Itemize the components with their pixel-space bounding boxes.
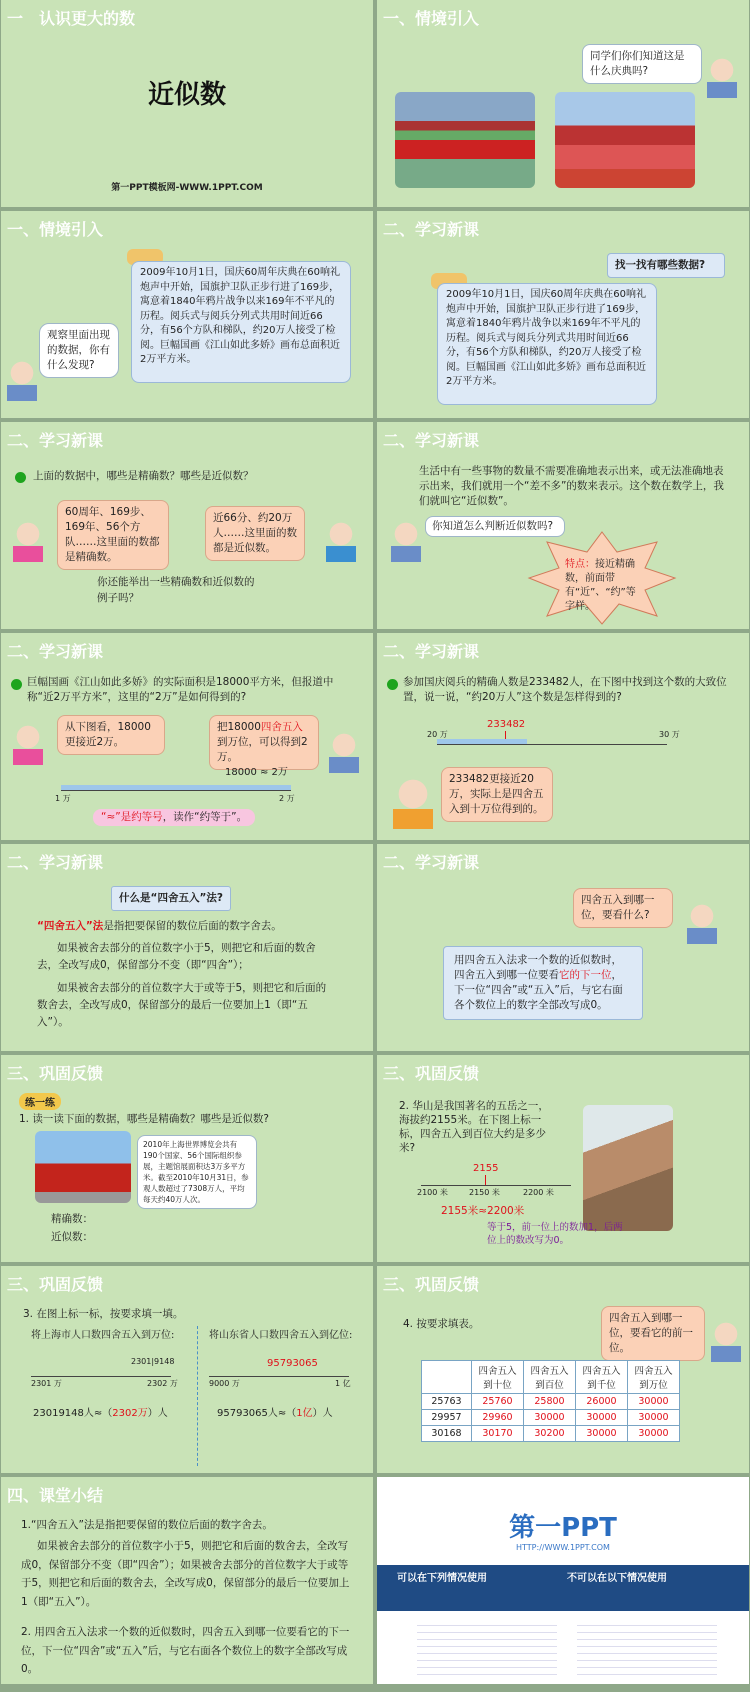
expo-card: 2010年上海世界博览会共有190个国家、56个国际组织参展，主题馆展面积达3万多平方米。截至2010年10月31日，参观人数超过了7308万人，平均每天约40万人次。 (137, 1135, 257, 1209)
approx-label: 近似数： (51, 1231, 93, 1243)
slide-5[interactable] (1, 422, 373, 629)
slide-10[interactable] (377, 844, 749, 1051)
cannot-use-title: 不可以在以下情况使用 (567, 1573, 667, 1584)
slide-header: 二、学习新课 (1, 422, 373, 452)
number-line-axis (437, 744, 667, 745)
rounding-table (421, 1360, 680, 1442)
right-mark: 95793065 (267, 1358, 318, 1369)
slide-9[interactable] (1, 844, 373, 1051)
green-dot-icon (15, 472, 26, 483)
question-bubble: 你知道怎么判断近似数吗? (425, 516, 565, 537)
slide-header: 三、巩固反馈 (1, 1266, 373, 1296)
right-equation: 95793065人≈（1亿）人 (217, 1408, 333, 1419)
slide-header: 二、学习新课 (377, 211, 749, 241)
approx-sign-note: “≈”是约等号，读作“约等于”。 (93, 809, 255, 826)
right-task-title: 将山东省人口数四舍五入到亿位: (209, 1330, 353, 1341)
left-answer-bubble: 从下图看，18000更接近2万。 (57, 715, 165, 755)
teacher-avatar-icon (329, 733, 359, 773)
boy-avatar-icon (326, 522, 356, 562)
slide-13[interactable] (1, 1266, 373, 1473)
mark-label: 233482 (487, 719, 526, 730)
tick-label: 1 万 (55, 794, 71, 803)
slide-header: 二、学习新课 (377, 844, 749, 874)
slide-8[interactable] (377, 633, 749, 840)
rule-text: 如果被舍去部分的首位数字小于5，则把它和后面的数舍去，全改写成0，保留部分不变（即“四舍”）； (37, 942, 316, 971)
number-line-axis (61, 790, 291, 791)
tick-label: 2200 米 (523, 1188, 554, 1197)
slide-2[interactable] (377, 0, 749, 207)
summary-text: 1.“四舍五入”法是指把要保留的数位后面的数字舍去。 (21, 1519, 273, 1531)
question-text: 3. 在图上标一标，按要求填一填。 (23, 1308, 184, 1320)
left-equation: 23019148人≈（2302万）人 (33, 1408, 168, 1419)
divider-dashed (197, 1326, 198, 1466)
tick-label: 2 万 (279, 794, 295, 803)
tiananmen-parade-photo (395, 92, 535, 188)
definition-text: 生活中有一些事物的数量不需要准确地表示出来，或无法准确地表示出来，我们就用一个“差不多”的数来表示。这个数在数学上，我们就叫它“近似数”。 (419, 465, 724, 507)
result-text: 2155米≈2200米 (441, 1205, 525, 1217)
teacher-avatar-icon (391, 522, 421, 562)
question-text: 1. 读一读下面的数据，哪些是精确数？哪些是近似数? (19, 1113, 269, 1125)
mark-arrow (485, 1175, 486, 1185)
girl-avatar-icon (13, 522, 43, 562)
col-header: 四舍五入到十位 (472, 1361, 524, 1394)
slide-header: 二、学习新课 (1, 633, 373, 663)
slide-header: 三、巩固反馈 (1, 1055, 373, 1085)
tick-label: 2302 万 (147, 1379, 178, 1388)
tick-label: 2100 米 (417, 1188, 448, 1197)
slide-6[interactable] (377, 422, 749, 629)
tiananmen-flowers-photo (555, 92, 695, 188)
links-area (577, 1619, 717, 1677)
approx-number-bubble: 近66分、约20万人……这里面的数都是近似数。 (205, 506, 305, 561)
question-text: 2. 华山是我国著名的五岳之一，海拔约2155米。在下图上标一标，四舍五入到百位大约是多少米? (399, 1100, 549, 1154)
lesson-title: 近似数 (147, 80, 226, 110)
speech-bubble: 同学们你们知道这是什么庆典吗? (582, 44, 702, 84)
tick-label: 1 亿 (335, 1379, 351, 1388)
teacher-avatar-icon (687, 904, 717, 944)
question-bubble: 四舍五入到哪一位，要看什么? (573, 888, 673, 928)
summary-text: 如果被舍去部分的首位数字小于5，则把它和后面的数舍去，全改写成0，保留部分不变（即“四舍”）；如果被舍去部分的首位数字大于或等于5，则把它和后面的数舍去，全改写成0，保留部分的最后一位要加上1（即“五入”）。 (21, 1540, 350, 1608)
chapter-title: 一 认识更大的数 (1, 0, 373, 30)
tick-label: 20 万 (427, 730, 448, 739)
credit-text: 第一PPT模板网-WWW.1PPT.COM (111, 183, 263, 193)
slide-header: 二、学习新课 (377, 633, 749, 663)
mark-label: 2155 (473, 1163, 499, 1174)
slide-header: 三、巩固反馈 (377, 1266, 749, 1296)
can-use-title: 可以在下列情况使用 (397, 1573, 487, 1584)
teacher-avatar-icon (711, 1322, 741, 1362)
col-header: 四舍五入到千位 (576, 1361, 628, 1394)
slide-11[interactable] (1, 1055, 373, 1262)
slide-header: 二、学习新课 (1, 844, 373, 874)
approx-mark: 18000 ≈ 2万 (225, 767, 288, 778)
slide-4[interactable] (377, 211, 749, 418)
question-text: 参加国庆阅兵的精确人数是233482人，在下图中找到这个数的大致位置，说一说，“约20万人”这个数是怎样得到的? (403, 676, 727, 703)
feature-text: 特点：接近精确数，前面带有“近”、“约”等字样。 (565, 559, 636, 612)
slide-14[interactable] (377, 1266, 749, 1473)
green-dot-icon (11, 679, 22, 690)
left-mark: 2301|9148 (131, 1357, 175, 1366)
table-row: 25763 25760 25800 26000 30000 (422, 1394, 680, 1410)
china-pavilion-photo (35, 1131, 131, 1203)
tick-label: 2301 万 (31, 1379, 62, 1388)
answer-scroll: 用四舍五入法求一个数的近似数时，四舍五入到哪一位要看它的下一位，下一位“四舍”或“五入”后，与它右面各个数位上的数字全部改写成0。 (443, 946, 643, 1020)
boy-avatar-icon (393, 779, 433, 829)
green-dot-icon (387, 679, 398, 690)
table-row: 30168 30170 30200 30000 30000 (422, 1426, 680, 1442)
huashan-mountain-photo (583, 1105, 673, 1231)
passage-card: 2009年10月1日，国庆60周年庆典在60响礼炮声中开始，国旗护卫队正步行进了169步，寓意着1840年鸦片战争以来169年不平凡的历程。阅兵式与阅兵分列式共用时间近66分，有56个方队和梯队，约20万人接受了检阅。巨幅国画《江山如此多娇》画布总面积近2万平方米。 (131, 261, 351, 383)
right-answer-bubble: 把18000四舍五入到万位，可以得到2万。 (209, 715, 319, 770)
practice-badge: 练一练 (19, 1093, 61, 1110)
col-header: 四舍五入到百位 (524, 1361, 576, 1394)
slide-16[interactable] (377, 1477, 749, 1684)
links-area (417, 1619, 557, 1677)
col-header: 四舍五入到万位 (628, 1361, 680, 1394)
question-text: 巨幅国画《江山如此多娇》的实际面积是18000平方米，但报道中称“近2万平方米”，这里的“2万”是如何得到的? (27, 676, 334, 703)
tick-label: 30 万 (659, 730, 680, 739)
slide-7[interactable] (1, 633, 373, 840)
slide-header: 三、巩固反馈 (377, 1055, 749, 1085)
answer-bubble: 233482更接近20万，实际上是四舍五入到十万位得到的。 (441, 767, 553, 822)
exact-label: 精确数： (51, 1213, 93, 1225)
find-data-tag: 找一找有哪些数据? (607, 253, 725, 278)
girl-avatar-icon (13, 725, 43, 765)
left-task-title: 将上海市人口数四舍五入到万位: (31, 1330, 175, 1341)
explanation-text: 等于5，前一位上的数加1，后两位上的数改写为0。 (487, 1222, 623, 1246)
table-row: 29957 29960 30000 30000 30000 (422, 1410, 680, 1426)
slide-header: 二、学习新课 (377, 422, 749, 452)
slide-1[interactable] (1, 0, 373, 207)
slide-header: 四、课堂小结 (1, 1477, 373, 1507)
slide-header: 一、情境引入 (1, 211, 373, 241)
slide-15[interactable] (1, 1477, 373, 1684)
example-question: 你还能举出一些精确数和近似数的例子吗？ (97, 576, 255, 604)
question-text: 4. 按要求填表。 (403, 1318, 480, 1330)
passage-card: 2009年10月1日，国庆60周年庆典在60响礼炮声中开始，国旗护卫队正步行进了169步，寓意着1840年鸦片战争以来169年不平凡的历程。阅兵式与阅兵分列式共用时间近66分，有56个方队和梯队，约20万人接受了检阅。巨幅国画《江山如此多娇》画布总面积近2万平方米。 (437, 283, 657, 405)
question-tag: 什么是“四舍五入”法? (111, 886, 231, 911)
teacher-avatar-icon (7, 361, 37, 401)
slide-3[interactable] (1, 211, 373, 418)
slide-header: 一、情境引入 (377, 0, 749, 30)
summary-text: 2. 用四舍五入法求一个数的近似数时，四舍五入到哪一位要看它的下一位，下一位“四舍”或“五入”后，与它右面各个数位上的数字全部改写成0。 (21, 1626, 350, 1675)
tip-bubble: 四舍五入到哪一位，要看它的前一位。 (601, 1306, 705, 1361)
rule-text: “四舍五入”法是指把要保留的数位后面的数字舍去。 (37, 920, 282, 932)
brand-logo: 第一PPT (509, 1513, 617, 1543)
tick-label: 2150 米 (469, 1188, 500, 1197)
question-text: 上面的数据中，哪些是精确数？哪些是近似数？ (33, 470, 254, 482)
teacher-avatar-icon (707, 58, 737, 98)
exact-number-bubble: 60周年、169步、169年、56个方队……这里面的数都是精确数。 (57, 500, 169, 570)
rule-text: 如果被舍去部分的首位数字大于或等于5，则把它和后面的数舍去，全改写成0，保留部分的最后一位要加上1（即“五入”）。 (37, 982, 327, 1028)
tick-label: 9000 万 (209, 1379, 240, 1388)
slide-12[interactable] (377, 1055, 749, 1262)
brand-url: HTTP://WWW.1PPT.COM (516, 1543, 610, 1552)
prompt-bubble: 观察里面出现的数据，你有什么发现? (39, 323, 119, 378)
